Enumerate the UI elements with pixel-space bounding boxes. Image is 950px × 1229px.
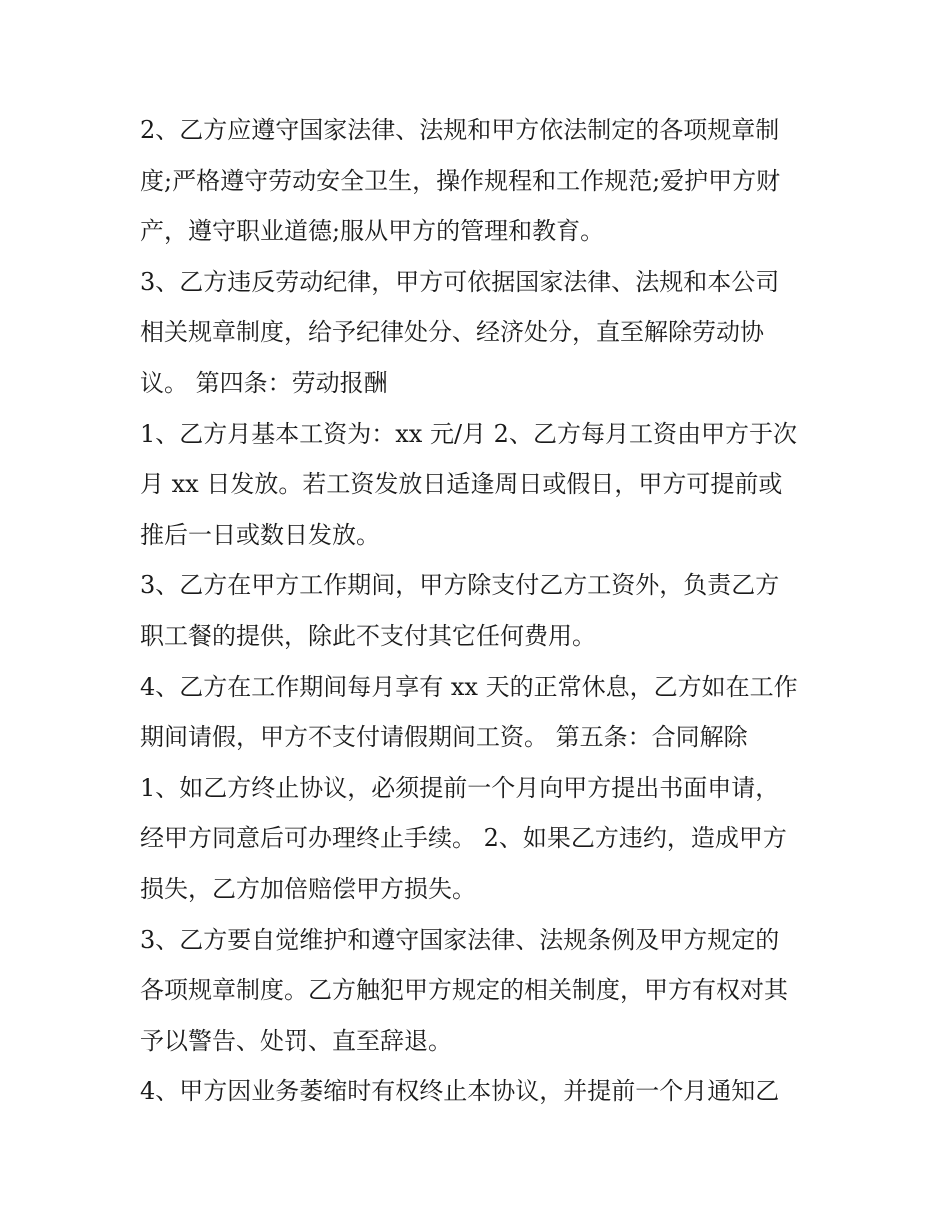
text-line: 2、乙方应遵守国家法律、法规和甲方依法制定的各项规章制 xyxy=(140,116,780,144)
text-line: 各项规章制度。乙方触犯甲方规定的相关制度，甲方有权对其 xyxy=(140,976,788,1005)
text-line: 相关规章制度，给予纪律处分、经济处分，直至解除劳动协 xyxy=(140,318,764,347)
text-line: 推后一日或数日发放。 xyxy=(140,520,380,549)
text-line: 职工餐的提供，除此不支付其它任何费用。 xyxy=(140,621,596,650)
text-line: 1、乙方月基本工资为：xx 元/月 2、乙方每月工资由甲方于次 xyxy=(140,419,797,448)
text-line: 予以警告、处罚、直至辞退。 xyxy=(140,1026,452,1055)
text-line: 度;严格遵守劳动安全卫生，操作规程和工作规范;爱护甲方财 xyxy=(140,166,781,195)
text-line: 4、甲方因业务萎缩时有权终止本协议，并提前一个月通知乙 xyxy=(140,1077,780,1106)
text-line: 3、乙方要自觉维护和遵守国家法律、法规条例及甲方规定的 xyxy=(140,925,780,954)
document-body xyxy=(140,105,820,1117)
section-heading-line: 期间请假，甲方不支付请假期间工资。 第五条：合同解除 xyxy=(140,723,748,752)
section-heading-line: 议。 第四条：劳动报酬 xyxy=(140,368,388,397)
text-line: 损失，乙方加倍赔偿甲方损失。 xyxy=(140,874,476,903)
text-line: 3、乙方在甲方工作期间，甲方除支付乙方工资外，负责乙方 xyxy=(140,571,780,600)
text-line: 产，遵守职业道德;服从甲方的管理和教育。 xyxy=(140,217,605,246)
text-line: 月 xx 日发放。若工资发放日适逢周日或假日，甲方可提前或 xyxy=(140,470,783,499)
text-line: 4、乙方在工作期间每月享有 xx 天的正常休息，乙方如在工作 xyxy=(140,672,798,701)
text-line: 1、如乙方终止协议，必须提前一个月向甲方提出书面申请， xyxy=(140,773,780,802)
text-line: 3、乙方违反劳动纪律，甲方可依据国家法律、法规和本公司 xyxy=(140,267,780,296)
text-line: 经甲方同意后可办理终止手续。 2、如果乙方违约，造成甲方 xyxy=(140,824,787,853)
